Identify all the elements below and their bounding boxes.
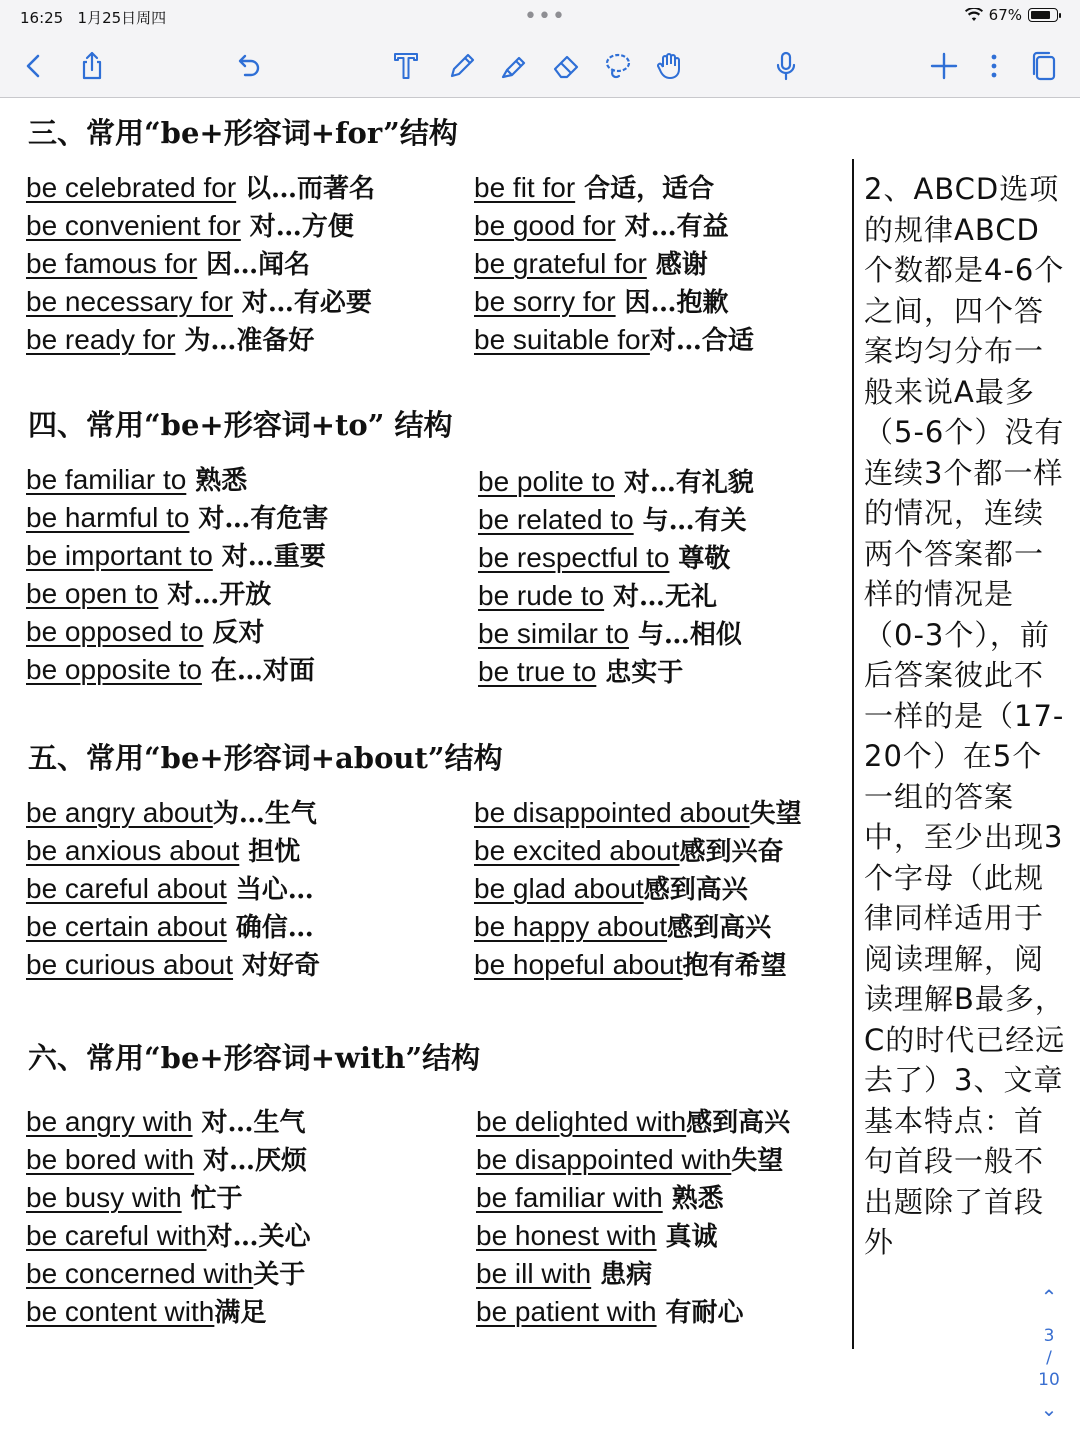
phrase-row: be angry about为…生气 [26,797,317,829]
phrase-row: be convenient for 对…方便 [26,210,354,242]
phrase-row: be excited about感到兴奋 [474,835,784,867]
phrase-row: be happy about感到高兴 [474,911,772,943]
phrase-row: be busy with 忙于 [26,1182,243,1214]
phrase-row: be grateful for 感谢 [474,248,708,280]
pages-icon[interactable] [1024,46,1064,86]
phrase-row: be good for 对…有益 [474,210,729,242]
phrase-row: be familiar with 熟悉 [476,1182,724,1214]
phrase-row: be patient with 有耐心 [476,1296,744,1328]
phrase-row: be rude to 对…无礼 [478,580,718,612]
phrase-row: be opposed to 反对 [26,616,265,648]
phrase-row: be ill with 患病 [476,1258,653,1290]
more-icon[interactable] [974,46,1014,86]
wifi-icon [965,8,983,22]
phrase-row: be famous for 因…闻名 [26,248,311,280]
phrase-row: be similar to 与…相似 [478,618,742,650]
phrase-row: be true to 忠实于 [478,656,684,688]
toolbar [0,34,1080,98]
page-indicator[interactable] [1028,1287,1070,1419]
page-down-icon[interactable]: ⌄ [1040,1397,1058,1421]
microphone-icon[interactable] [766,46,806,86]
page-up-icon[interactable]: ⌃ [1040,1285,1058,1309]
section-heading-for: 三、常用“be+形容词+for”结构 [28,116,458,150]
phrase-row: be hopeful about抱有希望 [474,949,787,981]
phrase-row: be suitable for对…合适 [474,324,754,356]
phrase-row: be opposite to 在…对面 [26,654,315,686]
phrase-row: be sorry for 因…抱歉 [474,286,729,318]
status-time: 16:25 1月25日周四 [20,9,167,27]
phrase-row: be related to 与…有关 [478,504,747,536]
note-page[interactable] [0,99,1080,1440]
phrase-row: be disappointed about失望 [474,797,802,829]
eraser-icon[interactable] [546,46,586,86]
phrase-row: be content with满足 [26,1296,267,1328]
total-pages: 10 [1038,1370,1060,1390]
phrase-row: be glad about感到高兴 [474,873,748,905]
phrase-row: be bored with 对…厌烦 [26,1144,308,1176]
phrase-row: be celebrated for 以…而著名 [26,172,376,204]
phrase-row: be harmful to 对…有危害 [26,502,329,534]
back-icon[interactable] [14,46,54,86]
phrase-row: be respectful to 尊敬 [478,542,731,574]
phrase-row: be anxious about 担忧 [26,835,301,867]
handwritten-note: 2、ABCD选项的规律ABCD个数都是4-6个之间，四个答案均匀分布一般来说A最多（5-6个）没有连续3个都一样的情况，连续两个答案都一样的情况是（0-3个），前后答案彼此不一样的是（17-20个）在5个一组的答案中，至少出现3个字母（此规律同样适用于阅读理解，阅读理解B最多，C的时代已经远去了）3、文章基本特点：首句首段一般不出题除了首段外 [864,172,1066,1259]
phrase-row: be concerned with关于 [26,1258,306,1290]
phrase-row: be careful about 当心… [26,873,314,905]
text-tool-icon[interactable] [386,46,426,86]
battery-icon [1028,8,1058,22]
phrase-row: be curious about 对好奇 [26,949,320,981]
phrase-row: be disappointed with失望 [476,1144,784,1176]
column-divider [852,159,854,1349]
phrase-row: be important to 对…重要 [26,540,326,572]
add-icon[interactable] [924,46,964,86]
phrase-row: be angry with 对…生气 [26,1106,306,1138]
pen-icon[interactable] [442,46,482,86]
phrase-row: be honest with 真诚 [476,1220,718,1252]
multitask-dots-icon[interactable]: ••• [524,4,566,29]
hand-icon[interactable] [650,46,690,86]
phrase-row: be polite to 对…有礼貌 [478,466,754,498]
battery-percent: 67% [988,6,1022,24]
highlighter-icon[interactable] [494,46,534,86]
current-page: 3 [1043,1326,1055,1346]
phrase-row: be careful with对…关心 [26,1220,311,1252]
phrase-row: be ready for 为…准备好 [26,324,315,356]
phrase-row: be open to 对…开放 [26,578,272,610]
lasso-icon[interactable] [598,46,638,86]
phrase-row: be delighted with感到高兴 [476,1106,791,1138]
phrase-row: be necessary for 对…有必要 [26,286,372,318]
section-heading-about: 五、常用“be+形容词+about”结构 [28,741,503,775]
share-icon[interactable] [72,46,112,86]
phrase-row: be fit for 合适，适合 [474,172,715,204]
status-bar [0,0,1080,34]
section-heading-to: 四、常用“be+形容词+to” 结构 [28,408,453,442]
undo-icon[interactable] [228,46,268,86]
phrase-row: be familiar to 熟悉 [26,464,248,496]
phrase-row: be certain about 确信… [26,911,314,943]
page-separator: / [1046,1348,1052,1368]
section-heading-with: 六、常用“be+形容词+with”结构 [28,1041,481,1075]
